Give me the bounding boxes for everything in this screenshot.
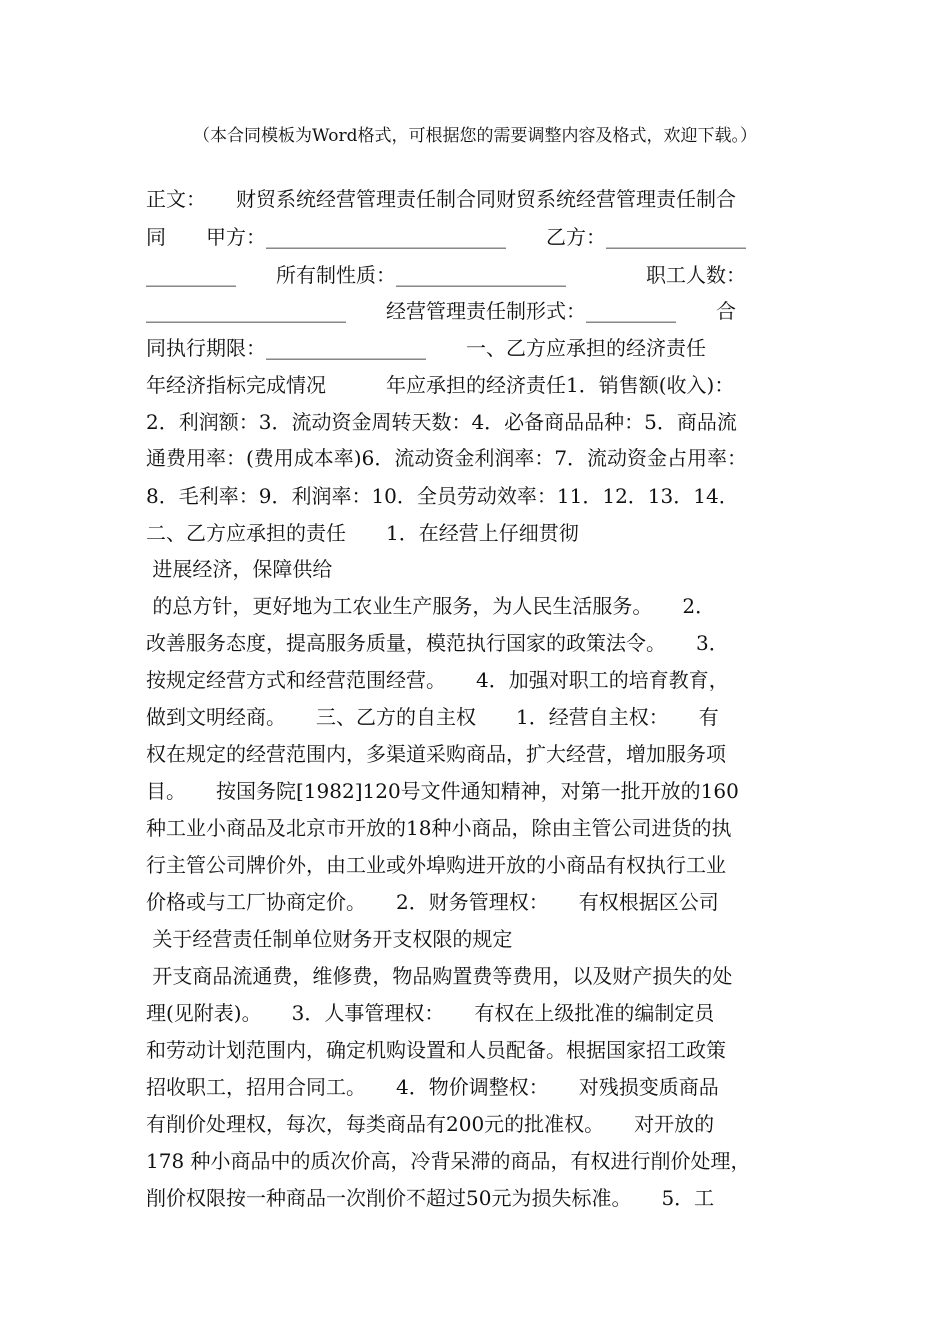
- text-line: 进展经济，保障供给: [146, 557, 333, 581]
- text-line: ____________________ 经营管理责任制形式：_________ 合: [146, 299, 736, 323]
- text-line: 权在规定的经营范围内，多渠道采购商品，扩大经营，增加服务项: [146, 742, 726, 766]
- text-line: 同执行期限：________________ 一、乙方应承担的经济责任: [146, 336, 706, 360]
- text-line: 招收职工，招用合同工。 4．物价调整权： 对残损变质商品: [146, 1075, 719, 1099]
- text-line: 通费用率：(费用成本率)6．流动资金利润率：7．流动资金占用率：: [146, 446, 748, 470]
- text-line: 改善服务态度，提高服务质量，模范执行国家的政策法令。 3．: [146, 631, 729, 655]
- text-line: 同 甲方：________________________ 乙方：______________: [146, 225, 746, 249]
- text-line: 和劳动计划范围内，确定机购设置和人员配备。根据国家招工政策: [146, 1038, 726, 1062]
- text-line: 削价权限按一种商品一次削价不超过50元为损失标准。 5．工: [146, 1186, 715, 1210]
- text-line: 2．利润额：3．流动资金周转天数：4．必备商品品种：5．商品流: [146, 410, 737, 434]
- text-line: 正文： 财贸系统经营管理责任制合同财贸系统经营管理责任制合: [146, 187, 736, 211]
- text-line: 按规定经营方式和经营范围经营。 4．加强对职工的培育教育，: [146, 668, 729, 692]
- template-notice: （本合同模板为Word格式，可根据您的需要调整内容及格式，欢迎下载。）: [192, 126, 758, 146]
- text-line: 关于经营责任制单位财务开支权限的规定: [146, 927, 513, 951]
- text-line: _________ 所有制性质：_________________ 职工人数：: [146, 263, 746, 287]
- text-line: 的总方针，更好地为工农业生产服务，为人民生活服务。 2．: [146, 594, 716, 618]
- text-line: 二、乙方应承担的责任 1．在经营上仔细贯彻: [146, 521, 579, 545]
- text-line: 178 种小商品中的质次价高，冷背呆滞的商品，有权进行削价处理，: [146, 1149, 751, 1173]
- text-line: 行主管公司牌价外，由工业或外埠购进开放的小商品有权执行工业: [146, 853, 726, 877]
- text-line: 做到文明经商。 三、乙方的自主权 1．经营自主权： 有: [146, 705, 719, 729]
- text-line: 理(见附表)。 3．人事管理权： 有权在上级批准的编制定员: [146, 1001, 715, 1025]
- text-line: 开支商品流通费，维修费，物品购置费等费用，以及财产损失的处: [146, 964, 733, 988]
- text-line: 有削价处理权，每次，每类商品有200元的批准权。 对开放的: [146, 1112, 715, 1136]
- text-line: 年经济指标完成情况 年应承担的经济责任1．销售额(收入)：: [146, 373, 735, 397]
- text-line: 目。 按国务院[1982]120号文件通知精神，对第一批开放的160: [146, 779, 739, 803]
- text-line: 种工业小商品及北京市开放的18种小商品，除由主管公司进货的执: [146, 816, 732, 840]
- text-line: 价格或与工厂协商定价。 2．财务管理权： 有权根据区公司: [146, 890, 719, 914]
- text-line: 8．毛利率：9．利润率：10．全员劳动效率：11．12．13．14．: [146, 484, 739, 508]
